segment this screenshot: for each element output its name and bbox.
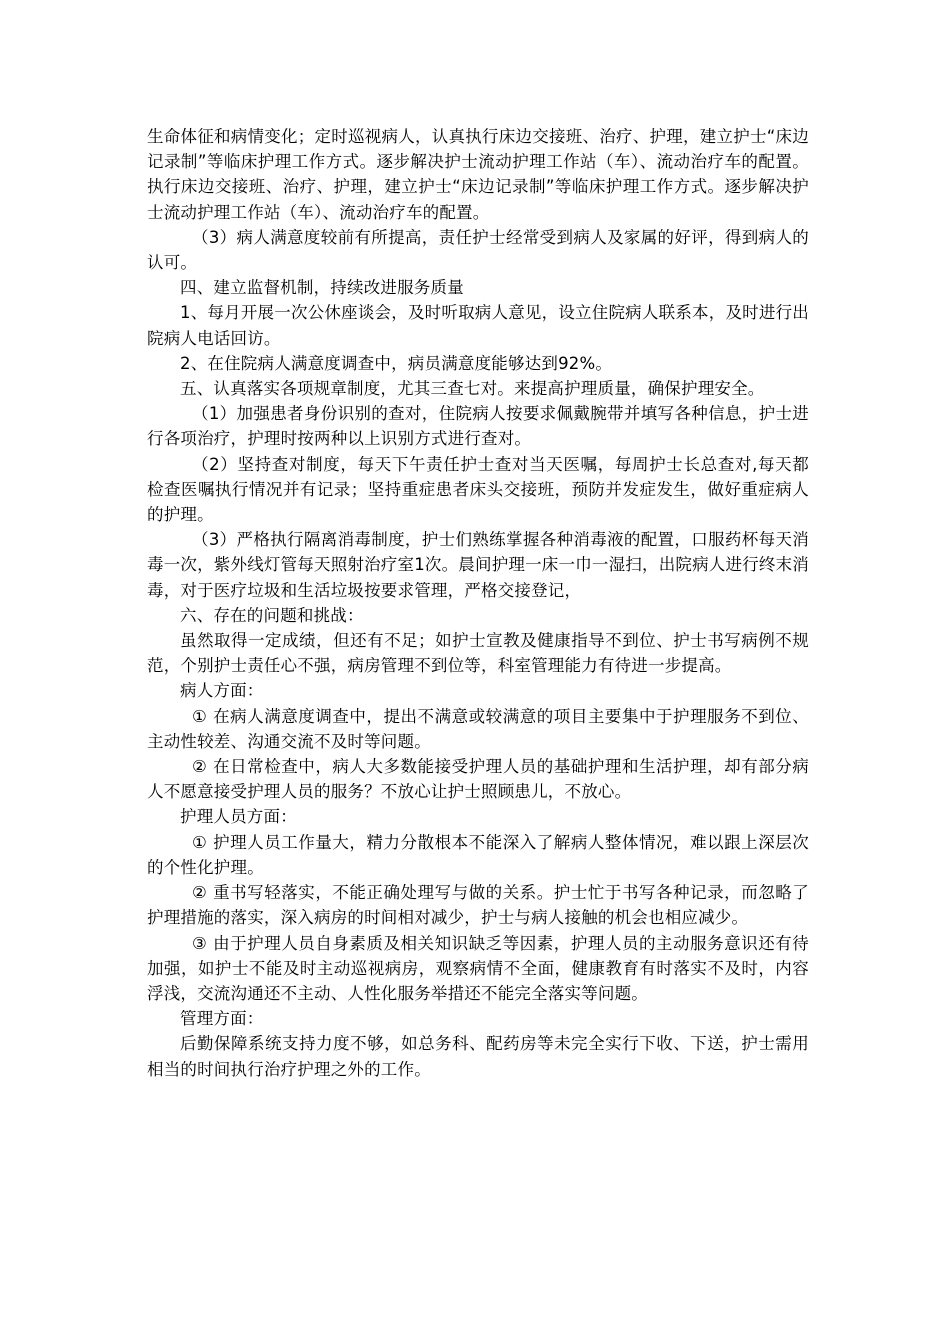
paragraph-20: 后勤保障系统支持力度不够，如总务科、配药房等未完全实行下收、下送，护士需用相当的时间执行治疗护理之外的工作。 [147,1034,809,1079]
paragraph-1: 生命体征和病情变化；定时巡视病人，认真执行床边交接班、治疗、护理，建立护士“床边记录制”等临床护理工作方式。逐步解决护士流动护理工作站（车）、流动治疗车的配置。执行床边交接班、治疗、护理，建立护士“床边记录制”等临床护理工作方式。逐步解决护士流动护理工作站（车）、流动治疗车的配置。 [147,127,809,222]
paragraph-11: 虽然取得一定成绩，但还有不足；如护士宣教及健康指导不到位、护士书写病例不规范，个别护士责任心不强，病房管理不到位等，科室管理能力有待进一步提高。 [147,631,809,676]
section-heading-5: 五、认真落实各项规章制度，尤其三查七对。来提高护理质量，确保护理安全。 [180,379,765,399]
paragraph-13: ① 在病人满意度调查中，提出不满意或较满意的项目主要集中于护理服务不到位、主动性较差、沟通交流不及时等问题。 [147,706,809,751]
document-body [147,124,809,1082]
paragraph-7: （1）加强患者身份识别的查对，住院病人按要求佩戴腕带并填写各种信息，护士进行各项治疗，护理时按两种以上识别方式进行查对。 [147,404,809,449]
paragraph-14: ② 在日常检查中，病人大多数能接受护理人员的基础护理和生活护理，却有部分病人不愿意接受护理人员的服务？不放心让护士照顾患儿，不放心。 [147,757,809,802]
paragraph-8: （2）坚持查对制度，每天下午责任护士查对当天医嘱，每周护士长总查对,每天都检查医嘱执行情况并有记录；坚持重症患者床头交接班，预防并发症发生，做好重症病人的护理。 [147,454,809,525]
section-heading-4: 四、建立监督机制，持续改进服务质量 [180,278,464,298]
section-heading-6: 六、存在的问题和挑战： [180,605,364,625]
paragraph-17: ② 重书写轻落实，不能正确处理写与做的关系。护士忙于书写各种记录，而忽略了护理措施的落实，深入病房的时间相对减少，护士与病人接触的机会也相应减少。 [147,883,809,928]
paragraph-18: ③ 由于护理人员自身素质及相关知识缺乏等因素，护理人员的主动服务意识还有待加强，如护士不能及时主动巡视病房，观察病情不全面，健康教育有时落实不及时，内容浮浅，交流沟通还不主动、人性化服务举措还不能完全落实等问题。 [147,933,809,1003]
paragraph-2: （3）病人满意度较前有所提高，责任护士经常受到病人及家属的好评，得到病人的认可。 [147,227,809,273]
paragraph-16: ① 护理人员工作量大，精力分散根本不能深入了解病人整体情况，难以跟上深层次的个性化护理。 [147,832,809,877]
paragraph-5: 2、在住院病人满意度调查中，病员满意度能够达到92%。 [180,353,613,373]
paragraph-4: 1、每月开展一次公休座谈会，及时听取病人意见，设立住院病人联系本，及时进行出院病人电话回访。 [147,303,809,348]
subheading-patients: 病人方面： [180,681,264,701]
paragraph-9: （3）严格执行隔离消毒制度，护士们熟练掌握各种消毒液的配置，口服药杯每天消毒一次，紫外线灯管每天照射治疗室1次。晨间护理一床一巾一湿扫，出院病人进行终末消毒，对于医疗垃圾和生活垃圾按要求管理，严格交接登记， [147,530,809,600]
subheading-nursing-staff: 护理人员方面： [180,807,297,827]
subheading-management: 管理方面： [180,1009,264,1029]
